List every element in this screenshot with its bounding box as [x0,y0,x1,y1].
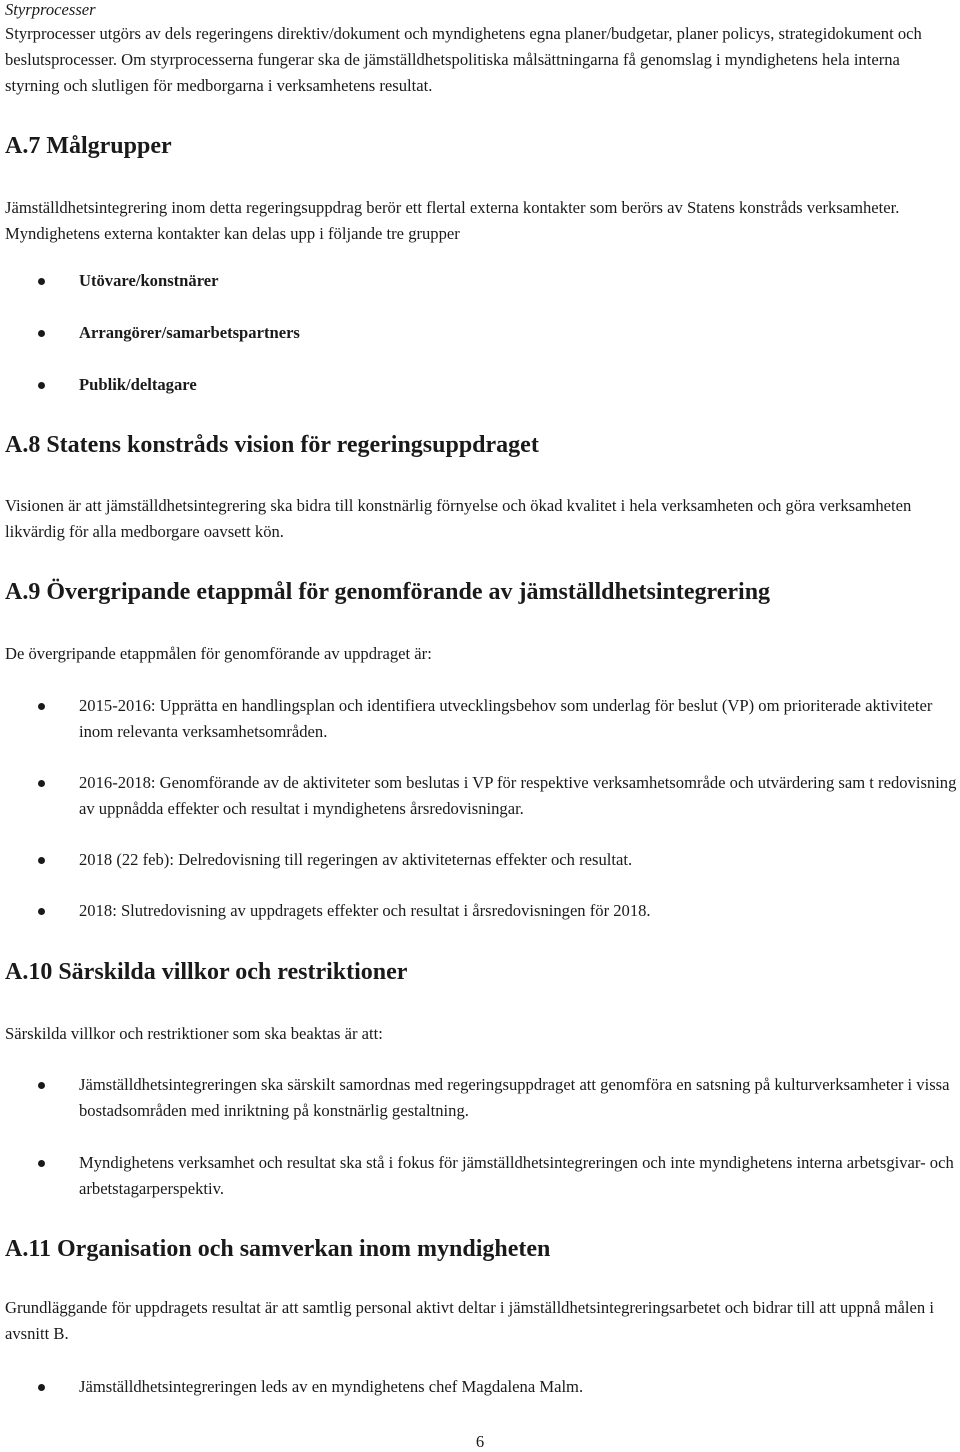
list-item-a11-1: Jämställdhetsintegreringen leds av en myndighetens chef Magdalena Malm. [79,1377,584,1396]
list-item-a7-3: Publik/deltagare [79,375,197,394]
paragraph-a10-intro: Särskilda villkor och restriktioner som ska beaktas är att: [5,1024,383,1043]
paragraph-a11: Grundläggande för uppdragets resultat är att samtlig personal aktivt deltar i jämställdhetsintegreringsarbetet och bidrar till att uppnå målen i avsnitt B. [5,1298,934,1343]
bullet-icon [38,330,45,337]
paragraph-a9-intro: De övergripande etappmålen för genomförande av uppdraget är: [5,644,432,663]
heading-a8: A.8 Statens konstråds vision för regeringsuppdraget [5,432,539,458]
list-item-a9-2: 2016-2018: Genomförande av de aktiviteter som beslutas i VP för respektive verksamhetsområde och utvärdering sam t redovisning av uppnådda effekter och resultat i myndighetens årsredovisningar. [79,773,957,818]
bullet-icon [38,780,45,787]
paragraph-styrprocesser: Styrprocesser utgörs av dels regeringens direktiv/dokument och myndighetens egna planer/budgetar, planer policys, strategidokument och beslutsprocesser. Om styrprocesserna fungerar ska de jämställdhetspolitiska målsättningarna få genomslag i myndighetens hela interna styrning och slutligen för medborgarna i verksamhetens resultat. [5,24,922,95]
heading-a9: A.9 Övergripande etappmål för genomförande av jämställdhetsintegrering [5,579,771,605]
bullet-icon [38,382,45,389]
bullet-icon [38,1160,45,1167]
heading-a7: A.7 Målgrupper [5,133,172,159]
list-item-a10-2: Myndighetens verksamhet och resultat ska stå i fokus för jämställdhetsintegreringen och inte myndighetens interna arbetsgivar- och arbetstagarperspektiv. [79,1153,954,1198]
heading-a11: A.11 Organisation och samverkan inom myndigheten [5,1236,551,1262]
bullet-icon [38,857,45,864]
bullet-icon [38,1384,45,1391]
bullet-icon [38,1082,45,1089]
list-item-a10-1: Jämställdhetsintegreringen ska särskilt samordnas med regeringsuppdraget att genomföra en satsning på kulturverksamheter i vissa bostadsområden med inriktning på konstnärlig gestaltning. [79,1075,950,1120]
list-item-a9-3: 2018 (22 feb): Delredovisning till regeringen av aktiviteternas effekter och resultat. [79,850,633,869]
list-item-a9-1: 2015-2016: Upprätta en handlingsplan och identifiera utvecklingsbehov som underlag för beslut (VP) om prioriterade aktiviteter inom relevanta verksamhetsområden. [79,696,933,741]
list-item-a9-4: 2018: Slutredovisning av uppdragets effekter och resultat i årsredovisningen för 2018. [79,901,651,920]
paragraph-a7: Jämställdhetsintegrering inom detta regeringsuppdrag berör ett flertal externa kontakter som berörs av Statens konstråds verksamheter. Myndighetens externa kontakter kan delas upp i följande tre grupper [5,198,900,243]
heading-a10: A.10 Särskilda villkor och restriktioner [5,959,408,985]
bullet-icon [38,278,45,285]
paragraph-a8: Visionen är att jämställdhetsintegrering ska bidra till konstnärlig förnyelse och ökad kvalitet i hela verksamheten och göra verksamheten likvärdig för alla medborgare oavsett kön. [5,496,912,541]
list-item-a7-1: Utövare/konstnärer [79,271,219,290]
section-title-styrprocesser: Styrprocesser [5,0,96,19]
bullet-icon [38,703,45,710]
list-item-a7-2: Arrangörer/samarbetspartners [79,323,300,342]
bullet-icon [38,908,45,915]
page-number: 6 [475,1432,485,1451]
